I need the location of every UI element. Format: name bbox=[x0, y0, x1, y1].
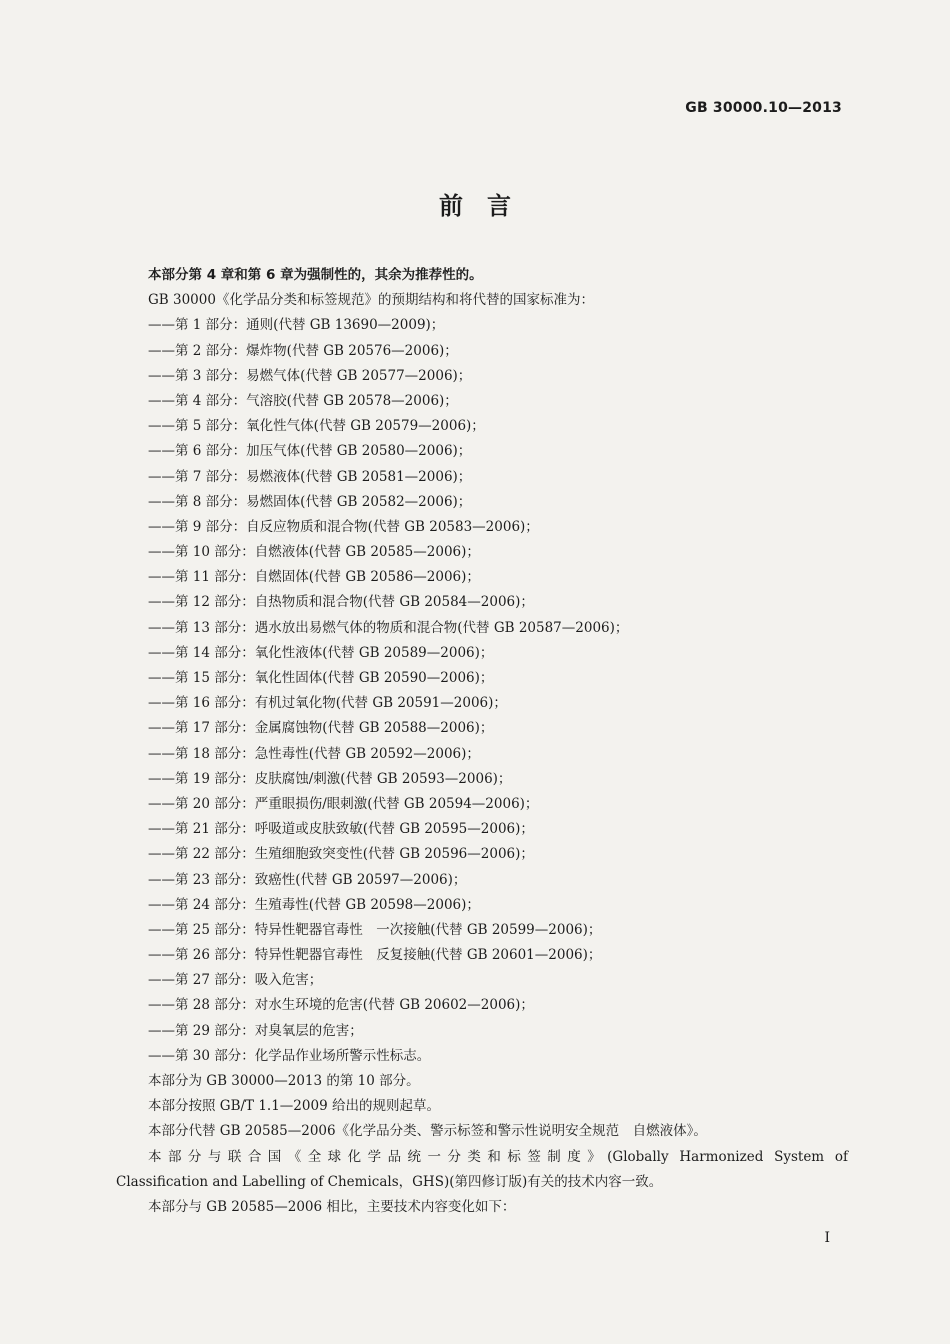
list-item: ——第 11 部分：自燃固体(代替 GB 20586—2006)； bbox=[148, 569, 480, 586]
list-item: ——第 26 部分：特异性靶器官毒性 反复接触(代替 GB 20601—2006)； bbox=[148, 947, 602, 964]
list-item: ——第 25 部分：特异性靶器官毒性 一次接触(代替 GB 20599—2006)； bbox=[148, 921, 602, 938]
paragraph: GB 30000《化学品分类和标签规范》的预期结构和将代替的国家标准为： bbox=[148, 292, 594, 309]
list-item: ——第 30 部分：化学品作业场所警示性标志。 bbox=[148, 1047, 431, 1064]
paragraph: 本部分按照 GB/T 1.1—2009 给出的规则起草。 bbox=[148, 1098, 440, 1115]
paragraph: 本部分为 GB 30000—2013 的第 10 部分。 bbox=[148, 1073, 420, 1089]
list-item: ——第 7 部分：易燃液体(代替 GB 20581—2006)； bbox=[148, 468, 472, 485]
list-item: ——第 19 部分：皮肤腐蚀/刺激(代替 GB 20593—2006)； bbox=[148, 770, 512, 787]
paragraph: 本部分与 GB 20585—2006 相比，主要技术内容变化如下： bbox=[148, 1198, 516, 1215]
list-item: ——第 13 部分：遇水放出易燃气体的物质和混合物(代替 GB 20587—2006)； bbox=[148, 619, 629, 636]
list-item: ——第 24 部分：生殖毒性(代替 GB 20598—2006)； bbox=[148, 896, 480, 913]
list-item: ——第 14 部分：氧化性液体(代替 GB 20589—2006)； bbox=[148, 644, 494, 661]
list-item: ——第 2 部分：爆炸物(代替 GB 20576—2006)； bbox=[148, 342, 458, 359]
page-title: 前 言 bbox=[439, 192, 511, 220]
mandatory-note: 本部分第 4 章和第 6 章为强制性的，其余为推荐性的。 bbox=[148, 267, 483, 283]
paragraph: 本部分代替 GB 20585—2006《化学品分类、警示标签和警示性说明安全规范 自燃液体》。 bbox=[148, 1123, 707, 1140]
list-item: ——第 12 部分：自热物质和混合物(代替 GB 20584—2006)； bbox=[148, 594, 534, 611]
list-item: ——第 6 部分：加压气体(代替 GB 20580—2006)； bbox=[148, 443, 472, 460]
list-item: ——第 5 部分：氧化性气体(代替 GB 20579—2006)； bbox=[148, 418, 485, 435]
list-item: ——第 18 部分：急性毒性(代替 GB 20592—2006)； bbox=[148, 745, 480, 762]
list-item: ——第 17 部分：金属腐蚀物(代替 GB 20588—2006)； bbox=[148, 720, 494, 737]
list-item: ——第 1 部分：通则(代替 GB 13690—2009)； bbox=[148, 317, 445, 334]
page-number: I bbox=[824, 1230, 830, 1246]
list-item: ——第 21 部分：呼吸道或皮肤致敏(代替 GB 20595—2006)； bbox=[148, 821, 534, 838]
list-item: ——第 15 部分：氧化性固体(代替 GB 20590—2006)； bbox=[148, 670, 494, 686]
list-item: ——第 22 部分：生殖细胞致突变性(代替 GB 20596—2006)； bbox=[148, 846, 534, 863]
paragraph: 本部分与联合国《全球化学品统一分类和标签制度》(Globally Harmonized System of bbox=[148, 1148, 848, 1165]
list-item: ——第 23 部分：致癌性(代替 GB 20597—2006)； bbox=[148, 871, 467, 888]
list-item: ——第 16 部分：有机过氧化物(代替 GB 20591—2006)； bbox=[148, 695, 507, 712]
paragraph-continuation: Classification and Labelling of Chemicals，GHS)(第四修订版)有关的技术内容一致。 bbox=[116, 1173, 663, 1190]
list-item: ——第 3 部分：易燃气体(代替 GB 20577—2006)； bbox=[148, 367, 472, 384]
list-item: ——第 20 部分：严重眼损伤/眼刺激(代替 GB 20594—2006)； bbox=[148, 795, 539, 812]
list-item: ——第 10 部分：自燃液体(代替 GB 20585—2006)； bbox=[148, 544, 480, 561]
list-item: ——第 9 部分：自反应物质和混合物(代替 GB 20583—2006)； bbox=[148, 518, 539, 535]
standard-code: GB 30000.10—2013 bbox=[685, 100, 842, 116]
list-item: ——第 28 部分：对水生环境的危害(代替 GB 20602—2006)； bbox=[148, 997, 534, 1014]
list-item: ——第 29 部分：对臭氧层的危害； bbox=[148, 1022, 363, 1039]
list-item: ——第 8 部分：易燃固体(代替 GB 20582—2006)； bbox=[148, 493, 472, 510]
list-item: ——第 4 部分：气溶胶(代替 GB 20578—2006)； bbox=[148, 392, 458, 409]
preface-body bbox=[116, 263, 848, 1220]
list-item: ——第 27 部分：吸入危害； bbox=[148, 972, 323, 989]
